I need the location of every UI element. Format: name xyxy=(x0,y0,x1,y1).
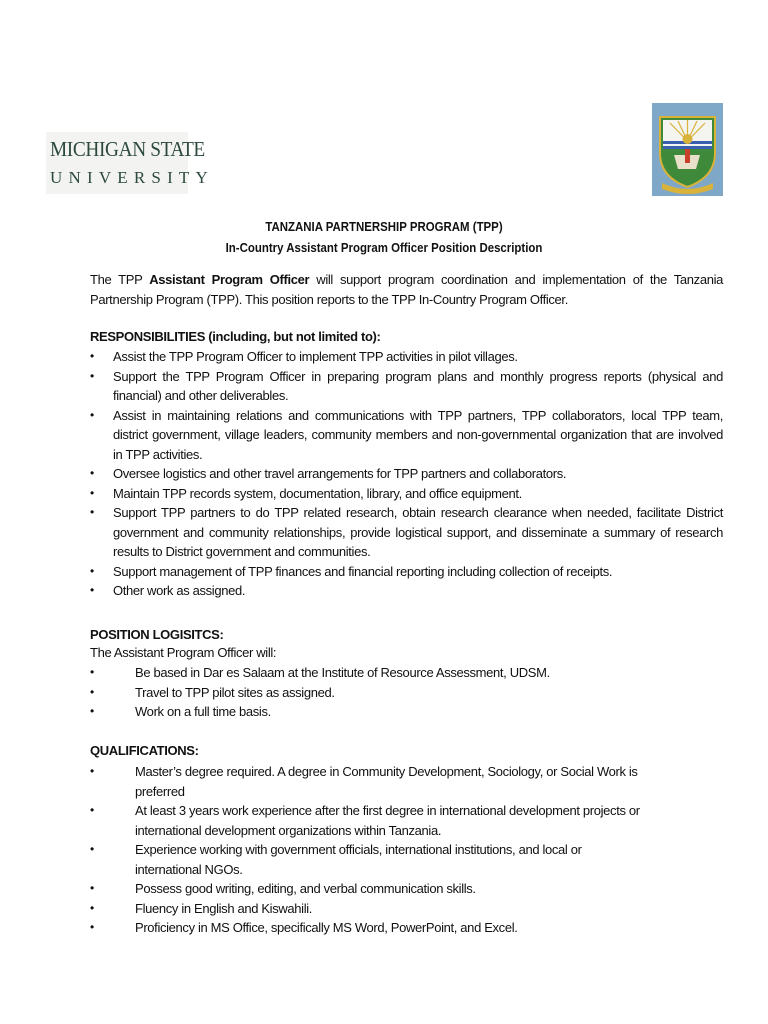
list-item xyxy=(90,702,650,722)
list-item xyxy=(90,406,723,465)
list-item xyxy=(90,503,723,562)
list-item xyxy=(90,840,650,879)
bullet-icon: • xyxy=(90,704,94,718)
list-item-text: Work on a full time basis. xyxy=(135,704,271,719)
bullet-icon: • xyxy=(90,583,94,597)
qualifications-list xyxy=(90,762,650,938)
list-item-text: Assist in maintaining relations and communications with TPP partners, TPP collaborators, local TPP team, district government, village leaders, community members and non-governmental organization that are involved in TPP activities. xyxy=(113,407,723,462)
bullet-icon: • xyxy=(90,368,94,383)
list-item xyxy=(90,801,650,840)
list-item xyxy=(90,562,723,582)
intro-suffix: will support program coordination and implementation of the Tanzania Partnership Program (TPP). This position reports to the TPP In-Country Program Officer. xyxy=(90,272,724,307)
list-item-text: Proficiency in MS Office, specifically MS Word, PowerPoint, and Excel. xyxy=(135,920,518,935)
university-seal-icon xyxy=(652,103,723,196)
list-item xyxy=(90,879,650,899)
document-subtitle: In-Country Assistant Program Officer Position Description xyxy=(225,240,543,255)
list-item-text: Experience working with government officials, international institutions, and local or international NGOs. xyxy=(135,842,582,877)
msu-logo xyxy=(46,132,214,194)
list-item-text: Possess good writing, editing, and verbal communication skills. xyxy=(135,881,476,896)
list-item-text: Fluency in English and Kiswahili. xyxy=(135,900,313,916)
logistics-list xyxy=(90,663,650,722)
list-item-text: Assist the TPP Program Officer to implement TPP activities in pilot villages. xyxy=(113,349,518,364)
msu-logo-line2: UNIVERSITY xyxy=(50,168,214,187)
responsibilities-list xyxy=(90,347,723,601)
list-item-text: Oversee logistics and other travel arrangements for TPP partners and collaborators. xyxy=(113,466,567,481)
qualifications-heading: QUALIFICATIONS: xyxy=(90,743,199,758)
bullet-icon: • xyxy=(90,349,94,363)
bullet-icon: • xyxy=(90,881,94,895)
msu-logo-line1: MICHIGAN STATE xyxy=(50,137,205,161)
list-item-text: Support management of TPP finances and financial reporting including collection of receipts. xyxy=(113,563,613,579)
bullet-icon: • xyxy=(90,684,94,699)
bullet-icon: • xyxy=(90,764,94,778)
list-item xyxy=(90,762,650,801)
list-item-text: Master’s degree required. A degree in Community Development, Sociology, or Social Work is preferred xyxy=(135,764,638,799)
document-title: TANZANIA PARTNERSHIP PROGRAM (TPP) xyxy=(265,219,503,234)
document-title-block xyxy=(90,216,678,258)
list-item xyxy=(90,484,723,504)
list-item xyxy=(90,899,650,919)
bullet-icon: • xyxy=(90,563,94,578)
list-item xyxy=(90,464,723,484)
bullet-icon: • xyxy=(90,407,94,422)
list-item-text: Travel to TPP pilot sites as assigned. xyxy=(135,684,335,700)
list-item-text: Be based in Dar es Salaam at the Institute of Resource Assessment, UDSM. xyxy=(135,665,550,680)
list-item xyxy=(90,347,723,367)
list-item-text: Support the TPP Program Officer in preparing program plans and monthly progress reports (physical and financial) and other deliverables. xyxy=(113,368,723,403)
list-item-text: Other work as assigned. xyxy=(113,583,246,598)
intro-paragraph xyxy=(90,270,723,309)
bullet-icon: • xyxy=(90,900,94,915)
list-item xyxy=(90,367,723,406)
bullet-icon: • xyxy=(90,466,94,480)
bullet-icon: • xyxy=(90,485,94,500)
list-item xyxy=(90,663,650,683)
intro-prefix: The TPP xyxy=(90,272,150,287)
bullet-icon: • xyxy=(90,803,94,817)
list-item xyxy=(90,581,723,601)
intro-bold-role: Assistant Program Officer xyxy=(149,272,310,287)
bullet-icon: • xyxy=(90,665,94,679)
bullet-icon: • xyxy=(90,842,94,856)
logistics-intro: The Assistant Program Officer will: xyxy=(90,645,277,660)
bullet-icon: • xyxy=(90,505,94,519)
list-item-text: At least 3 years work experience after the first degree in international development projects or international development organizations within Tanzania. xyxy=(135,803,640,838)
responsibilities-heading: RESPONSIBILITIES (including, but not limited to): xyxy=(90,329,381,344)
logistics-heading: POSITION LOGISITCS: xyxy=(90,627,224,642)
list-item-text: Support TPP partners to do TPP related research, obtain research clearance when needed, facilitate District government and community relationships, provide logistical support, and disseminate a summary of research results to District government and communities. xyxy=(113,505,723,559)
list-item-text: Maintain TPP records system, documentation, library, and office equipment. xyxy=(113,485,522,501)
list-item xyxy=(90,918,650,938)
bullet-icon: • xyxy=(90,920,94,934)
list-item xyxy=(90,683,650,703)
